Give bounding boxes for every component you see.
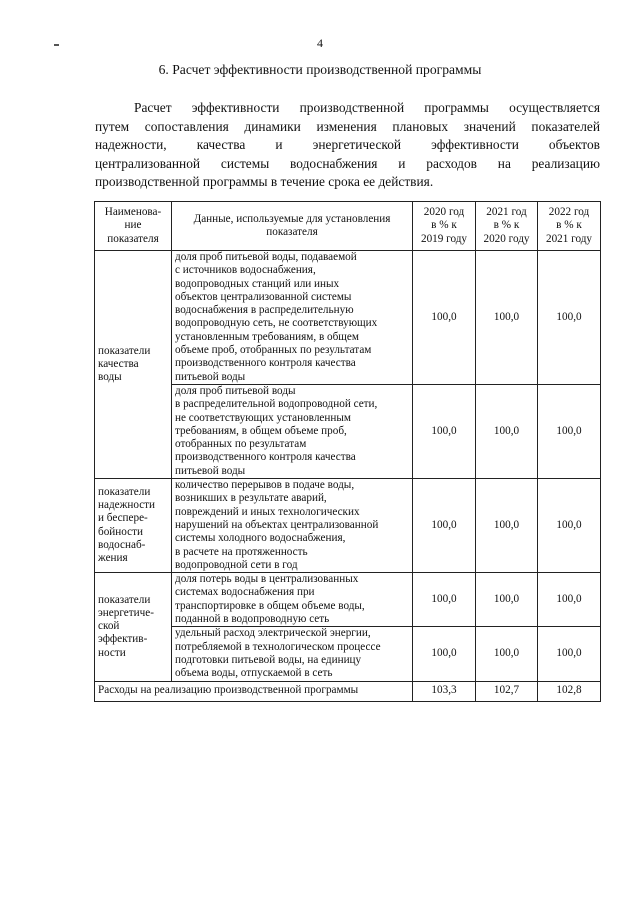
description-line: количество перерывов в подаче воды,	[175, 479, 355, 492]
header-line: в % к	[493, 219, 520, 232]
description-line: питьевой воды	[175, 464, 246, 477]
description-line: объеме проб, отобранных по результатам	[175, 344, 372, 357]
paragraph-line: путем сопоставления динамики изменения плановых значений показателей	[95, 118, 600, 134]
page-number: 4	[317, 36, 323, 50]
category-line: ской	[98, 620, 120, 633]
description-line: доля проб питьевой воды, подаваемой	[175, 251, 357, 263]
description-line: производственного контроля качества	[175, 451, 356, 464]
value-2022-cell: 100,0	[538, 573, 601, 627]
table-row	[95, 479, 601, 573]
value-2020-cell: 100,0	[413, 573, 476, 627]
category-cell	[95, 479, 172, 573]
header-name-cell	[95, 202, 172, 251]
description-line: требованиям, в общем объеме проб,	[175, 424, 347, 437]
header-line: ние	[124, 219, 142, 232]
value-2021-cell: 100,0	[476, 627, 538, 681]
description-line: водоснабжения в распределительную	[175, 304, 354, 317]
value-2022-cell: 100,0	[538, 251, 601, 385]
header-line: 2020 год	[423, 205, 465, 218]
total-2020-cell: 103,3	[413, 681, 476, 701]
header-line: в % к	[431, 219, 457, 232]
header-data-cell	[172, 202, 413, 251]
header-line: 2019 году	[420, 232, 468, 245]
description-line: потребляемой в технологическом процессе	[175, 640, 381, 653]
description-line: системы холодного водоснабжения,	[175, 532, 346, 545]
header-line: 2020 году	[483, 232, 530, 245]
value-2022-cell: 100,0	[538, 479, 601, 573]
total-label-cell: Расходы на реализацию производственной программы	[95, 681, 413, 701]
table-header-row	[95, 202, 601, 251]
category-line: бойности	[98, 525, 143, 538]
category-line: водоснаб-	[98, 538, 146, 551]
scan-speck	[54, 44, 59, 46]
description-line: удельный расход электрической энергии,	[175, 627, 371, 640]
intro-paragraph	[95, 99, 600, 192]
paragraph-line: надежности, качества и энергетической эффективности объектов	[95, 137, 600, 152]
category-line: ности	[98, 646, 126, 659]
description-line: не соответствующих установленным	[175, 411, 351, 424]
description-line: с источников водоснабжения,	[175, 264, 316, 277]
category-cell	[95, 251, 172, 479]
header-line: 2022 год	[548, 205, 590, 218]
description-cell	[172, 479, 413, 573]
description-line: в распределительной водопроводной сети,	[175, 398, 378, 411]
category-line: и беспере-	[98, 512, 148, 525]
value-2022-cell: 100,0	[538, 627, 601, 681]
value-2021-cell: 100,0	[476, 573, 538, 627]
description-line: водопроводных станций или иных	[175, 277, 340, 290]
description-line: питьевой воды	[175, 370, 246, 383]
category-line: эффектив-	[98, 633, 148, 646]
value-2021-cell: 100,0	[476, 251, 538, 385]
header-2020-cell	[413, 202, 476, 251]
description-line: доля потерь воды в централизованных	[175, 573, 359, 586]
value-2022-cell: 100,0	[538, 384, 601, 478]
value-2021-cell: 100,0	[476, 384, 538, 478]
total-2022-cell: 102,8	[538, 681, 601, 701]
paragraph-line: Расчет эффективности производственной программы осуществляется	[134, 100, 600, 115]
description-line: установленным требованиям, в общем	[175, 330, 359, 343]
header-2022-cell	[538, 202, 601, 251]
description-line: транспортировке в общем объеме воды,	[175, 599, 365, 612]
table-row	[95, 251, 601, 385]
header-line: Данные, используемые для установления	[193, 212, 391, 225]
category-line: показатели	[98, 593, 151, 606]
description-line: системах водоснабжения при	[175, 586, 315, 599]
description-cell	[172, 384, 413, 478]
description-line: объектов централизованной системы	[175, 290, 352, 303]
description-line: поданной в водопроводную сеть	[175, 613, 330, 626]
description-line: отобранных по результатам	[175, 438, 307, 451]
description-line: объема воды, отпускаемой в сеть	[175, 667, 333, 680]
description-line: в расчете на протяженность	[175, 545, 308, 558]
section-heading: 6. Расчет эффективности производственной программы	[158, 62, 482, 77]
category-line: показатели	[98, 485, 151, 498]
paragraph-line: производственной программы в течение срока ее действия.	[95, 174, 434, 189]
value-2020-cell: 100,0	[413, 627, 476, 681]
category-cell	[95, 573, 172, 681]
description-line: доля проб питьевой воды	[175, 384, 296, 397]
category-line: качества	[98, 357, 139, 370]
category-line: энергетиче-	[98, 606, 154, 619]
description-line: производственного контроля качества	[175, 357, 356, 370]
header-2021-cell	[476, 202, 538, 251]
category-line: показатели	[98, 344, 151, 357]
efficiency-table	[94, 201, 601, 702]
description-line: водопроводной сети в год	[175, 558, 298, 571]
value-2020-cell: 100,0	[413, 384, 476, 478]
header-line: 2021 году	[545, 232, 593, 245]
header-line: 2021 год	[486, 205, 527, 218]
total-2021-cell: 102,7	[476, 681, 538, 701]
description-line: подготовки питьевой воды, на единицу	[175, 653, 362, 666]
description-line: повреждений и иных технологических	[175, 505, 360, 518]
total-row	[95, 681, 601, 701]
description-line: нарушений на объектах централизованной	[175, 518, 379, 531]
header-line: Наименова-	[104, 205, 162, 218]
description-cell	[172, 251, 413, 385]
paragraph-line: централизованной системы водоснабжения и расходов на реализацию	[95, 155, 600, 171]
category-line: надежности	[98, 498, 156, 511]
value-2020-cell: 100,0	[413, 251, 476, 385]
category-line: воды	[98, 371, 122, 384]
value-2021-cell: 100,0	[476, 479, 538, 573]
description-cell	[172, 627, 413, 681]
category-line: жения	[98, 552, 128, 565]
header-line: показателя	[107, 232, 159, 245]
description-line: водопроводную сеть, не соответствующих	[175, 317, 378, 330]
description-cell	[172, 573, 413, 627]
header-line: в % к	[556, 219, 582, 232]
header-line: показателя	[266, 226, 318, 238]
description-line: возникших в результате аварий,	[175, 492, 327, 505]
table-row	[95, 573, 601, 627]
value-2020-cell: 100,0	[413, 479, 476, 573]
